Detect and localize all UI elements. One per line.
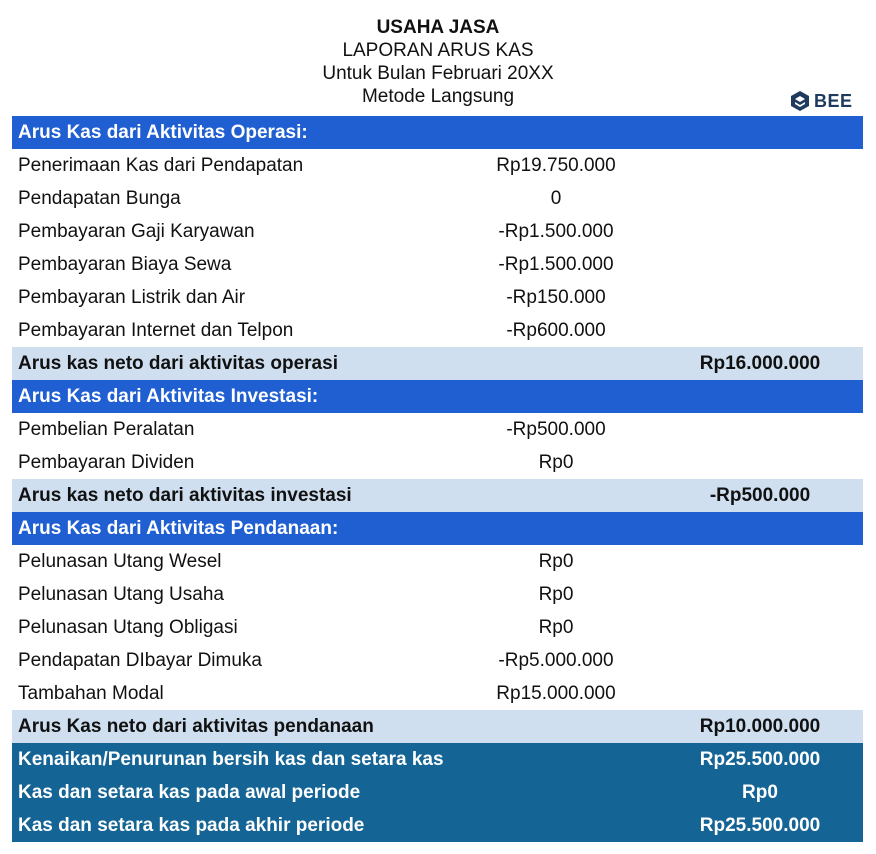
row-amount: Rp0 bbox=[538, 452, 574, 473]
row-amount: -Rp150.000 bbox=[506, 287, 606, 308]
table-row bbox=[12, 677, 863, 710]
summary-row-ending bbox=[12, 809, 863, 842]
summary-label: Kenaikan/Penurunan bersih kas dan setara kas bbox=[18, 749, 444, 770]
row-label: Pelunasan Utang Wesel bbox=[18, 551, 222, 572]
logo-text: BEE bbox=[814, 90, 853, 111]
table-row bbox=[12, 281, 863, 314]
cash-flow-table bbox=[12, 116, 863, 842]
row-amount: Rp0 bbox=[538, 617, 574, 638]
subtotal-amount: Rp10.000.000 bbox=[699, 716, 821, 737]
row-label: Pembayaran Internet dan Telpon bbox=[18, 320, 294, 341]
row-amount: Rp19.750.000 bbox=[496, 155, 616, 176]
row-label: Pendapatan Bunga bbox=[18, 188, 181, 209]
summary-row-beginning bbox=[12, 776, 863, 809]
company-name: USAHA JASA bbox=[376, 17, 500, 38]
section-header-investing bbox=[12, 380, 863, 413]
table-row bbox=[12, 644, 863, 677]
subtotal-row-operating bbox=[12, 347, 863, 380]
row-label: Pelunasan Utang Obligasi bbox=[18, 617, 238, 638]
section-header-operating bbox=[12, 116, 863, 149]
table-row bbox=[12, 413, 863, 446]
row-amount: Rp0 bbox=[538, 551, 574, 572]
summary-label: Kas dan setara kas pada awal periode bbox=[18, 782, 361, 803]
row-label: Pembayaran Gaji Karyawan bbox=[18, 221, 255, 242]
summary-row-net-change bbox=[12, 743, 863, 776]
table-row bbox=[12, 611, 863, 644]
section-header-financing bbox=[12, 512, 863, 545]
row-amount: Rp15.000.000 bbox=[496, 683, 616, 704]
subtotal-amount: Rp16.000.000 bbox=[699, 353, 821, 374]
row-amount: -Rp500.000 bbox=[506, 419, 606, 440]
bee-logo bbox=[790, 89, 853, 113]
section-title: Arus Kas dari Aktivitas Operasi: bbox=[18, 122, 308, 143]
subtotal-row-investing bbox=[12, 479, 863, 512]
subtotal-label: Arus Kas neto dari aktivitas pendanaan bbox=[18, 716, 374, 737]
row-amount: 0 bbox=[550, 188, 562, 209]
summary-amount: Rp25.500.000 bbox=[699, 815, 821, 836]
summary-label: Kas dan setara kas pada akhir periode bbox=[18, 815, 365, 836]
subtotal-row-financing bbox=[12, 710, 863, 743]
table-row bbox=[12, 314, 863, 347]
row-label: Tambahan Modal bbox=[18, 683, 164, 704]
row-label: Penerimaan Kas dari Pendapatan bbox=[18, 155, 304, 176]
row-label: Pendapatan DIbayar Dimuka bbox=[18, 650, 262, 671]
row-label: Pembayaran Dividen bbox=[18, 452, 195, 473]
report-method: Metode Langsung bbox=[361, 86, 515, 107]
report-title: LAPORAN ARUS KAS bbox=[342, 40, 534, 61]
table-row bbox=[12, 149, 863, 182]
bee-hexagon-icon bbox=[790, 90, 810, 112]
table-row bbox=[12, 578, 863, 611]
summary-amount: Rp25.500.000 bbox=[699, 749, 821, 770]
section-title: Arus Kas dari Aktivitas Pendanaan: bbox=[18, 518, 339, 539]
row-amount: Rp0 bbox=[538, 584, 574, 605]
subtotal-label: Arus kas neto dari aktivitas operasi bbox=[18, 353, 338, 374]
row-amount: -Rp5.000.000 bbox=[498, 650, 614, 671]
row-label: Pembayaran Biaya Sewa bbox=[18, 254, 232, 275]
section-title: Arus Kas dari Aktivitas Investasi: bbox=[18, 386, 319, 407]
table-row bbox=[12, 215, 863, 248]
table-row bbox=[12, 248, 863, 281]
report-period: Untuk Bulan Februari 20XX bbox=[322, 63, 554, 84]
row-amount: -Rp600.000 bbox=[506, 320, 606, 341]
report-header bbox=[0, 16, 876, 108]
table-row bbox=[12, 446, 863, 479]
row-label: Pelunasan Utang Usaha bbox=[18, 584, 224, 605]
subtotal-amount: -Rp500.000 bbox=[709, 485, 811, 506]
subtotal-label: Arus kas neto dari aktivitas investasi bbox=[18, 485, 352, 506]
table-row bbox=[12, 182, 863, 215]
row-label: Pembayaran Listrik dan Air bbox=[18, 287, 246, 308]
row-label: Pembelian Peralatan bbox=[18, 419, 195, 440]
row-amount: -Rp1.500.000 bbox=[498, 254, 614, 275]
summary-amount: Rp0 bbox=[742, 782, 778, 803]
row-amount: -Rp1.500.000 bbox=[498, 221, 614, 242]
table-row bbox=[12, 545, 863, 578]
